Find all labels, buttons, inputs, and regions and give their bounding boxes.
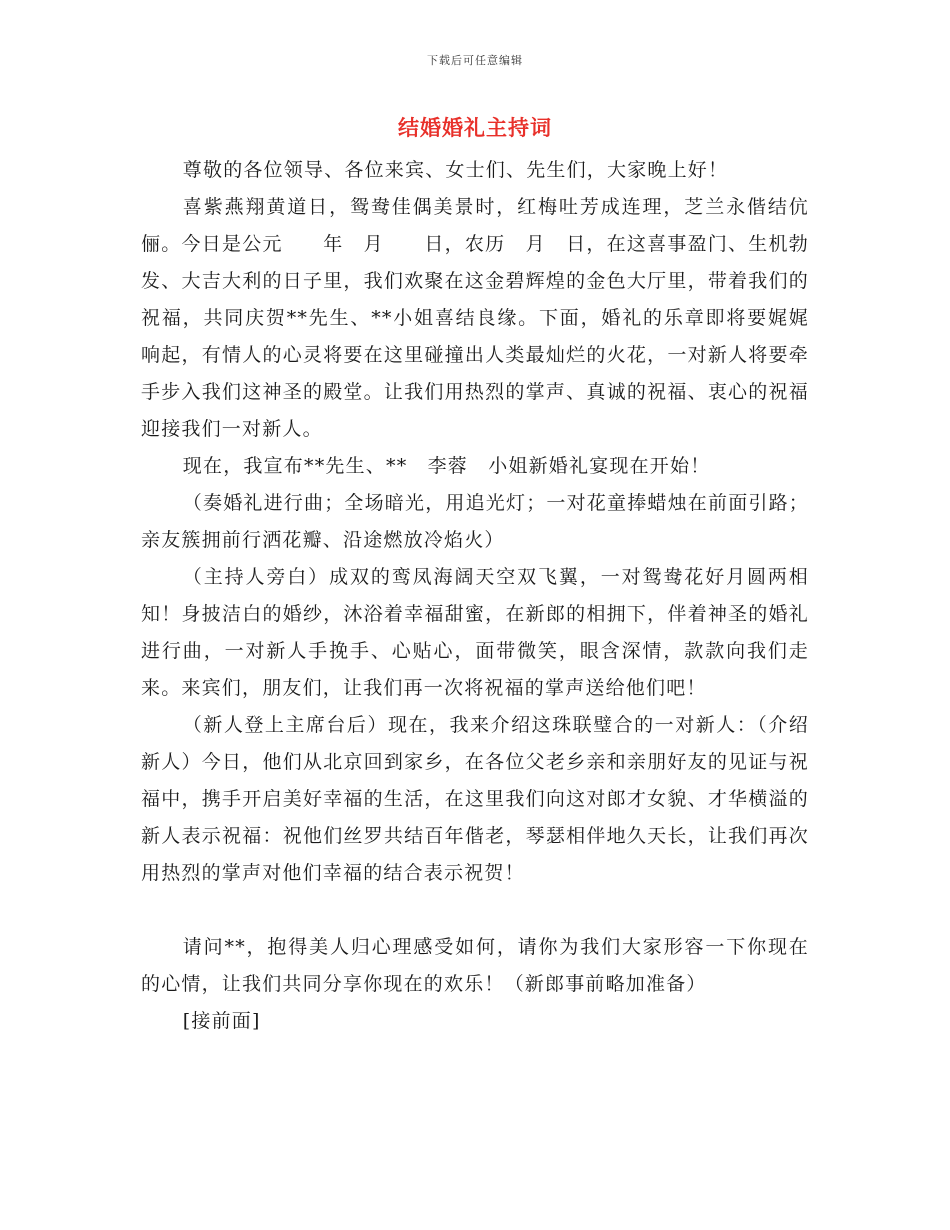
- paragraph-narration: （主持人旁白）成双的鸾凤海阔天空双飞翼，一对鸳鸯花好月圆两相知！身披洁白的婚纱，沐浴着幸福甜蜜，在新郎的相拥下，伴着神圣的婚礼进行曲，一对新人手挽手、心贴心，面带微笑，眼含深情，款款向我们走来。来宾们，朋友们，让我们再一次将祝福的掌声送给他们吧！: [141, 566, 809, 699]
- document-title: 结婚婚礼主持词: [398, 115, 552, 140]
- document-body: [141, 152, 809, 1040]
- paragraph-continuation: [接前面]: [182, 1010, 261, 1032]
- paragraph-spacer: [141, 892, 809, 929]
- paragraph-greeting: 尊敬的各位领导、各位来宾、女士们、先生们，大家晚上好！: [182, 159, 729, 181]
- paragraph-question: 请问**，抱得美人归心理感受如何，请你为我们大家形容一下你现在的心情，让我们共同分享你现在的欢乐！（新郎事前略加准备）: [141, 936, 809, 995]
- paragraph-announcement: 现在，我宣布**先生、** 李蓉 小姐新婚礼宴现在开始！: [182, 455, 711, 477]
- paragraph-introduction: （新人登上主席台后）现在，我来介绍这珠联璧合的一对新人：（介绍新人）今日，他们从北京回到家乡，在各位父老乡亲和亲朋好友的见证与祝福中，携手开启美好幸福的生活，在这里我们向这对郎才女貌、才华横溢的新人表示祝福：祝他们丝罗共结百年偕老，琴瑟相伴地久天长，让我们再次用热烈的掌声对他们幸福的结合表示祝贺！: [141, 714, 809, 884]
- paragraph-stage-direction: （奏婚礼进行曲；全场暗光，用追光灯；一对花童捧蜡烛在前面引路；亲友簇拥前行洒花瓣、沿途燃放冷焰火）: [141, 492, 809, 551]
- paragraph-opening: 喜紫燕翔黄道日，鸳鸯佳偶美景时，红梅吐芳成连理，芝兰永偕结伉俪。今日是公元 年 月 日，农历 月 日，在这喜事盈门、生机勃发、大吉大利的日子里，我们欢聚在这金碧辉煌的金色大厅里，带着我们的祝福，共同庆贺**先生、**小姐喜结良缘。下面，婚礼的乐章即将要娓娓响起，有情人的心灵将要在这里碰撞出人类最灿烂的火花，一对新人将要牵手步入我们这神圣的殿堂。让我们用热烈的掌声、真诚的祝福、衷心的祝福迎接我们一对新人。: [141, 196, 809, 440]
- page-header-note: 下载后可任意编辑: [427, 54, 523, 67]
